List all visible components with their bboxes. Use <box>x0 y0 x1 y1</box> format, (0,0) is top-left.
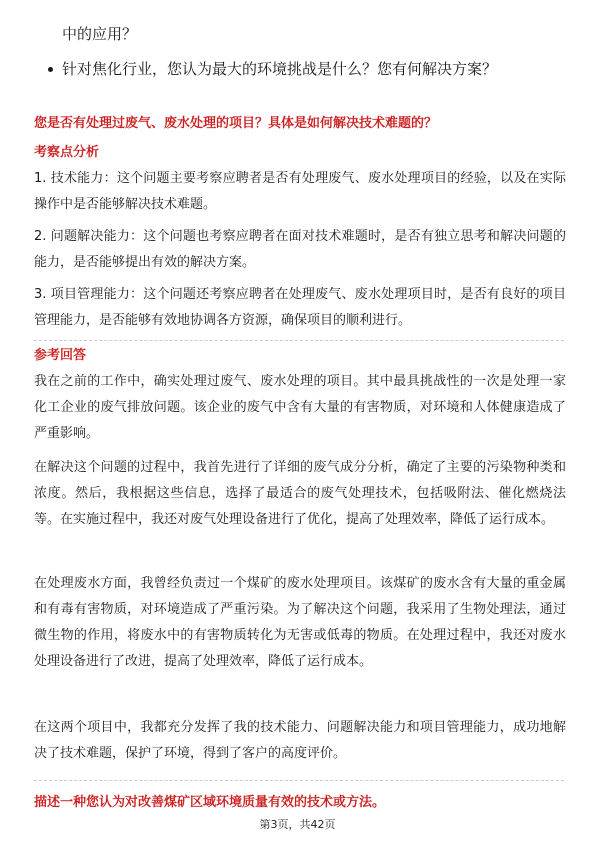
bullet-item <box>46 58 561 81</box>
bullet-dot-icon <box>48 67 53 72</box>
page-number: 第3页，共42页 <box>259 818 336 831</box>
answer-title: 参考回答 <box>34 348 87 363</box>
bullet-text: 针对焦化行业，您认为最大的环境挑战是什么？您有何解决方案？ <box>62 60 498 78</box>
answer-paragraph-4: 在这两个项目中，我都充分发挥了我的技术能力、问题解决能力和项目管理能力，成功地解决了技术难题，保护了环境，得到了客户的高度评价。 <box>34 720 566 761</box>
analysis-item-1: 1. 技术能力：这个问题主要考察应聘者是否有处理废气、废水处理项目的经验，以及在实际操作中是否能够解决技术难题。 <box>34 171 566 212</box>
bullet-continuation: 中的应用？ <box>62 25 138 43</box>
section-divider <box>34 780 564 781</box>
analysis-title: 考察点分析 <box>34 145 100 160</box>
question-heading: 描述一种您认为对改善煤矿区域环境质量有效的技术或方法。 <box>34 795 386 810</box>
question-heading: 您是否有处理过废气、废水处理的项目？具体是如何解决技术难题的？ <box>34 116 438 131</box>
analysis-item-2: 2. 问题解决能力：这个问题也考察应聘者在面对技术难题时，是否有独立思考和解决问题的能力，是否能够提出有效的解决方案。 <box>34 229 566 270</box>
analysis-item-3: 3. 项目管理能力：这个问题还考察应聘者在处理废气、废水处理项目时，是否有良好的项目管理能力，是否能够有效地协调各方资源，确保项目的顺利进行。 <box>34 287 566 328</box>
answer-paragraph-3: 在处理废水方面，我曾经负责过一个煤矿的废水处理项目。该煤矿的废水含有大量的重金属和有毒有害物质，对环境造成了严重污染。为了解决这个问题，我采用了生物处理法，通过微生物的作用，将废水中的有害物质转化为无害或低毒的物质。在处理过程中，我还对废水处理设备进行了改进，提高了处理效率，降低了运行成本。 <box>34 576 566 669</box>
answer-paragraph-2: 在解决这个问题的过程中，我首先进行了详细的废气成分分析，确定了主要的污染物种类和浓度。然后，我根据这些信息，选择了最适合的废气处理技术，包括吸附法、催化燃烧法等。在实施过程中，我还对废气处理设备进行了优化，提高了处理效率，降低了运行成本。 <box>34 460 566 527</box>
answer-paragraph-1: 我在之前的工作中，确实处理过废气、废水处理的项目。其中最具挑战性的一次是处理一家化工企业的废气排放问题。该企业的废气中含有大量的有害物质，对环境和人体健康造成了严重影响。 <box>34 374 566 441</box>
section-divider <box>34 340 564 341</box>
